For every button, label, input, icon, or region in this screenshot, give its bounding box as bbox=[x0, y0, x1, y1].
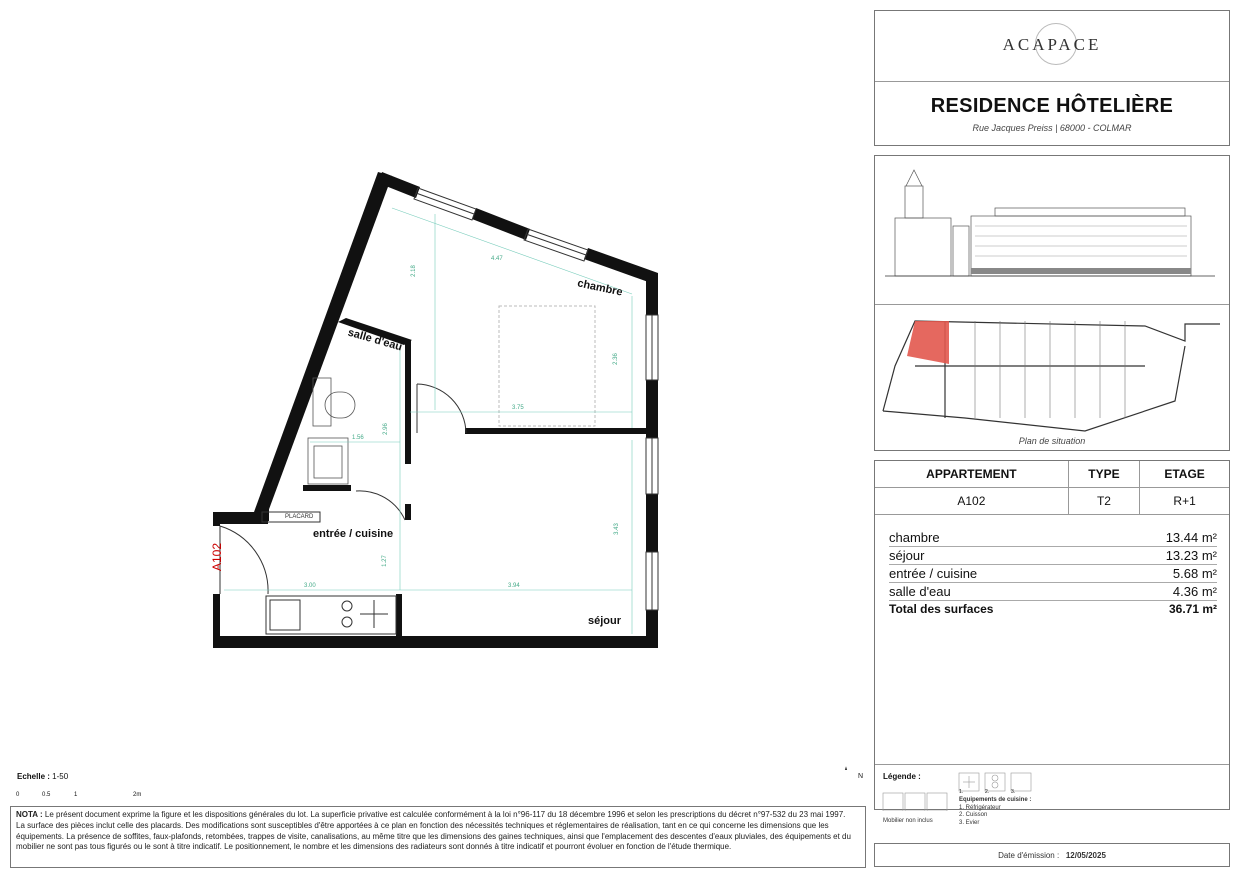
wall-interior-h bbox=[465, 428, 646, 434]
wall-right-1 bbox=[646, 273, 658, 315]
surface-row: salle d'eau 4.36 m² bbox=[889, 584, 1217, 599]
dim-label: 3.00 bbox=[304, 583, 316, 589]
scale-tick: 2m bbox=[133, 792, 142, 798]
wall-entry-stub-bot bbox=[213, 594, 220, 648]
emission-date-card bbox=[874, 843, 1230, 867]
wall-kitchen-end bbox=[396, 594, 402, 638]
legend-marker: 3. bbox=[1011, 789, 1016, 795]
lot-info-card bbox=[874, 460, 1230, 826]
room-label-salle-eau: salle d'eau bbox=[346, 326, 404, 354]
dim-label: 2.18 bbox=[410, 265, 417, 277]
legend-marker: 1. bbox=[959, 789, 964, 795]
wall-sdb-bottom bbox=[303, 485, 351, 491]
situation-plan-image bbox=[875, 306, 1229, 432]
dim-label: 4.47 bbox=[491, 256, 503, 262]
surface-total-row: Total des surfaces 36.71 m² bbox=[889, 602, 1217, 616]
legend-kitchen: Equipements de cuisine : 1. Réfrigérateur 2. Cuisson 3. Evier bbox=[959, 797, 1032, 826]
situation-caption: Plan de situation bbox=[1018, 436, 1086, 446]
value-appartement: A102 bbox=[875, 488, 1068, 515]
value-type: T2 bbox=[1068, 488, 1139, 515]
scale-tick: 1 bbox=[74, 792, 78, 798]
wall-entry-int bbox=[405, 504, 411, 520]
north-label: N bbox=[858, 773, 864, 780]
surface-row: entrée / cuisine 5.68 m² bbox=[889, 566, 1217, 581]
surface-row: chambre 13.44 m² bbox=[889, 530, 1217, 545]
brand-logo: ACAPACE bbox=[1002, 35, 1102, 54]
legend-marker: 2. bbox=[985, 789, 990, 795]
wall-sdb-right bbox=[405, 340, 411, 464]
images-card bbox=[874, 155, 1230, 451]
header-card bbox=[874, 10, 1230, 146]
wall-top-2 bbox=[472, 208, 530, 240]
project-title: RESIDENCE HÔTELIÈRE bbox=[930, 95, 1174, 117]
header-etage: ETAGE bbox=[1140, 461, 1229, 488]
header-appartement: APPARTEMENT bbox=[875, 461, 1068, 488]
highlighted-unit bbox=[907, 321, 949, 364]
room-label-entree: entrée / cuisine bbox=[313, 528, 394, 540]
project-address: Rue Jacques Preiss | 68000 - COLMAR bbox=[972, 123, 1132, 133]
legend-title: Légende : bbox=[883, 772, 921, 781]
legal-note: NOTA : Le présent document exprime la figure et les dispositions générales du lot. La superficie privative est calculée conformément à la loi n°96-117 du 18 décembre 1996 et selon les prescriptions du décret n°97-532 du 23 mai 1997. La surface des pièces inclut celle des placards. Des modifications sont susceptibles d'être apportées à ce plan en fonction des nécessités techniques et réglementaires de réalisation, tant en ce qui concerne les dimensions que les équipements. La présence de soffites, faux-plafonds, retombées, trappes de visite, canalisations, au même titre que les dimensions des gaines techniques, ainsi que l'emplacement des descentes d'eaux pluviales, des équipements et du mobilier ne sont pas tous figurés ou le sont à titre indicatif. Le positionnement, le nombre et les dimensions des radiateurs sont donnés à titre indicatif et pourront évoluer en fonction de l'étude thermique. bbox=[16, 810, 851, 852]
wall-entry-stub-top bbox=[213, 512, 220, 526]
placard-label: PLACARD bbox=[285, 514, 314, 520]
dim-label: 3.94 bbox=[508, 583, 520, 589]
legend-divider bbox=[875, 764, 1229, 765]
value-etage: R+1 bbox=[1140, 488, 1229, 515]
scale-tick: 0 bbox=[16, 792, 20, 798]
emission-date: 12/05/2025 bbox=[1065, 851, 1106, 860]
dim-label: 1.27 bbox=[381, 555, 388, 567]
dim-label: 3.43 bbox=[613, 523, 620, 535]
logo-area bbox=[875, 11, 1229, 82]
legend-mobilier: Mobilier non inclus bbox=[883, 818, 933, 824]
unit-id-label: A102 bbox=[210, 542, 225, 572]
scale-tick: 0.5 bbox=[42, 792, 51, 798]
facade-elevation-image bbox=[875, 156, 1229, 302]
dim-label: 2.36 bbox=[612, 353, 619, 365]
dim-label: 1.56 bbox=[352, 435, 364, 441]
scale-label: Echelle : 1-50 bbox=[17, 772, 69, 781]
dim-label: 3.75 bbox=[512, 405, 524, 411]
header-type: TYPE bbox=[1068, 461, 1139, 488]
room-label-sejour: séjour bbox=[588, 615, 622, 627]
wall-entry-top bbox=[213, 512, 268, 524]
surfaces-list bbox=[889, 529, 1217, 618]
wall-placard bbox=[263, 491, 269, 521]
wall-bottom bbox=[213, 636, 658, 648]
dim-label: 2.96 bbox=[382, 423, 389, 435]
image-divider bbox=[875, 304, 1229, 305]
emission-label: Date d'émission : bbox=[998, 851, 1060, 860]
wall-right-3 bbox=[646, 494, 658, 552]
room-label-chambre: chambre bbox=[576, 277, 624, 299]
surface-row: séjour 13.23 m² bbox=[889, 548, 1217, 563]
lot-table bbox=[875, 461, 1229, 515]
compass-icon bbox=[836, 768, 856, 770]
wall-right-2 bbox=[646, 380, 658, 438]
